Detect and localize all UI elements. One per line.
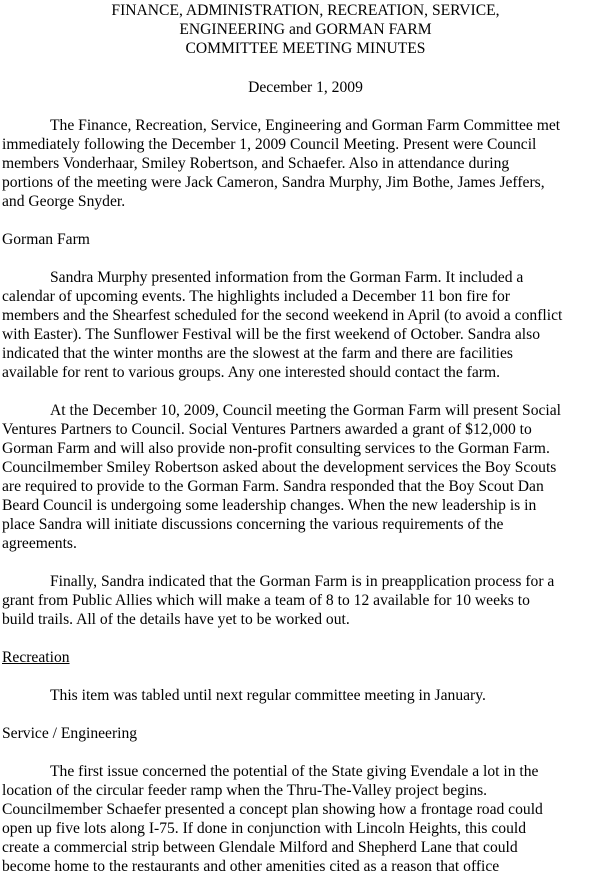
title-line-2: ENGINEERING and GORMAN FARM [179, 21, 432, 38]
recreation-paragraph [2, 686, 609, 705]
paragraph-line: Beard Council is undergoing some leadership changes. When the new leadership is in [2, 497, 537, 514]
gorman-farm-paragraph-1 [2, 268, 609, 382]
paragraph-line: build trails. All of the details have yet to be worked out. [2, 611, 350, 628]
paragraph-line: grant from Public Allies which will make a team of 8 to 12 available for 10 weeks to [2, 592, 530, 609]
document-title [2, 0, 609, 58]
title-line-3: COMMITTEE MEETING MINUTES [185, 40, 426, 57]
paragraph-line: Gorman Farm and will also provide non-profit consulting services to the Gorman Farm. [2, 440, 550, 457]
paragraph-line: calendar of upcoming events. The highlights included a December 11 bon fire for [2, 288, 510, 305]
service-engineering-paragraph [2, 762, 609, 876]
paragraph-line: members and the Shearfest scheduled for the second weekend in April (to avoid a conflict [2, 307, 563, 324]
section-heading-service-engineering: Service / Engineering [2, 725, 138, 742]
paragraph-line: and George Snyder. [2, 193, 126, 210]
paragraph-line: open up five lots along I-75. If done in conjunction with Lincoln Heights, this could [2, 820, 527, 837]
paragraph-line: indicated that the winter months are the slowest at the farm and there are facilities [2, 345, 513, 362]
section-heading-gorman-farm: Gorman Farm [2, 231, 90, 248]
paragraph-line: This item was tabled until next regular committee meeting in January. [50, 687, 486, 704]
paragraph-line: create a commercial strip between Glendale Milford and Shepherd Lane that could [2, 839, 518, 856]
paragraph-line: The Finance, Recreation, Service, Engineering and Gorman Farm Committee met [50, 117, 561, 134]
paragraph-line: immediately following the December 1, 2009 Council Meeting. Present were Council [2, 136, 537, 153]
paragraph-line: Councilmember Schaefer presented a concept plan showing how a frontage road could [2, 801, 543, 818]
title-line-1: FINANCE, ADMINISTRATION, RECREATION, SERVICE, [111, 2, 500, 19]
paragraph-line: become home to the restaurants and other amenities cited as a reason that office [2, 858, 500, 875]
paragraph-line: portions of the meeting were Jack Cameron, Sandra Murphy, Jim Bothe, James Jeffers, [2, 174, 545, 191]
paragraph-line: Ventures Partners to Council. Social Ventures Partners awarded a grant of $12,000 to [2, 421, 532, 438]
paragraph-line: location of the circular feeder ramp when the Thru-The-Valley project begins. [2, 782, 488, 799]
gorman-farm-paragraph-2 [2, 401, 609, 553]
paragraph-line: place Sandra will initiate discussions concerning the various requirements of the [2, 516, 504, 533]
paragraph-line: agreements. [2, 535, 77, 552]
paragraph-line: with Easter). The Sunflower Festival will be the first weekend of October. Sandra also [2, 326, 540, 343]
paragraph-line: Sandra Murphy presented information from the Gorman Farm. It included a [50, 269, 524, 286]
paragraph-line: are required to provide to the Gorman Farm. Sandra responded that the Boy Scout Dan [2, 478, 544, 495]
paragraph-line: available for rent to various groups. Any one interested should contact the farm. [2, 364, 500, 381]
paragraph-line: At the December 10, 2009, Council meeting the Gorman Farm will present Social [50, 402, 562, 419]
paragraph-line: Finally, Sandra indicated that the Gorman Farm is in preapplication process for a [50, 573, 555, 590]
gorman-farm-paragraph-3 [2, 572, 609, 629]
paragraph-line: Councilmember Smiley Robertson asked about the development services the Boy Scouts [2, 459, 557, 476]
meeting-date: December 1, 2009 [248, 79, 363, 96]
paragraph-line: The first issue concerned the potential of the State giving Evendale a lot in the [50, 763, 539, 780]
section-heading-recreation: Recreation [2, 649, 70, 666]
intro-paragraph [2, 116, 609, 211]
paragraph-line: members Vonderhaar, Smiley Robertson, and Schaefer. Also in attendance during [2, 155, 510, 172]
